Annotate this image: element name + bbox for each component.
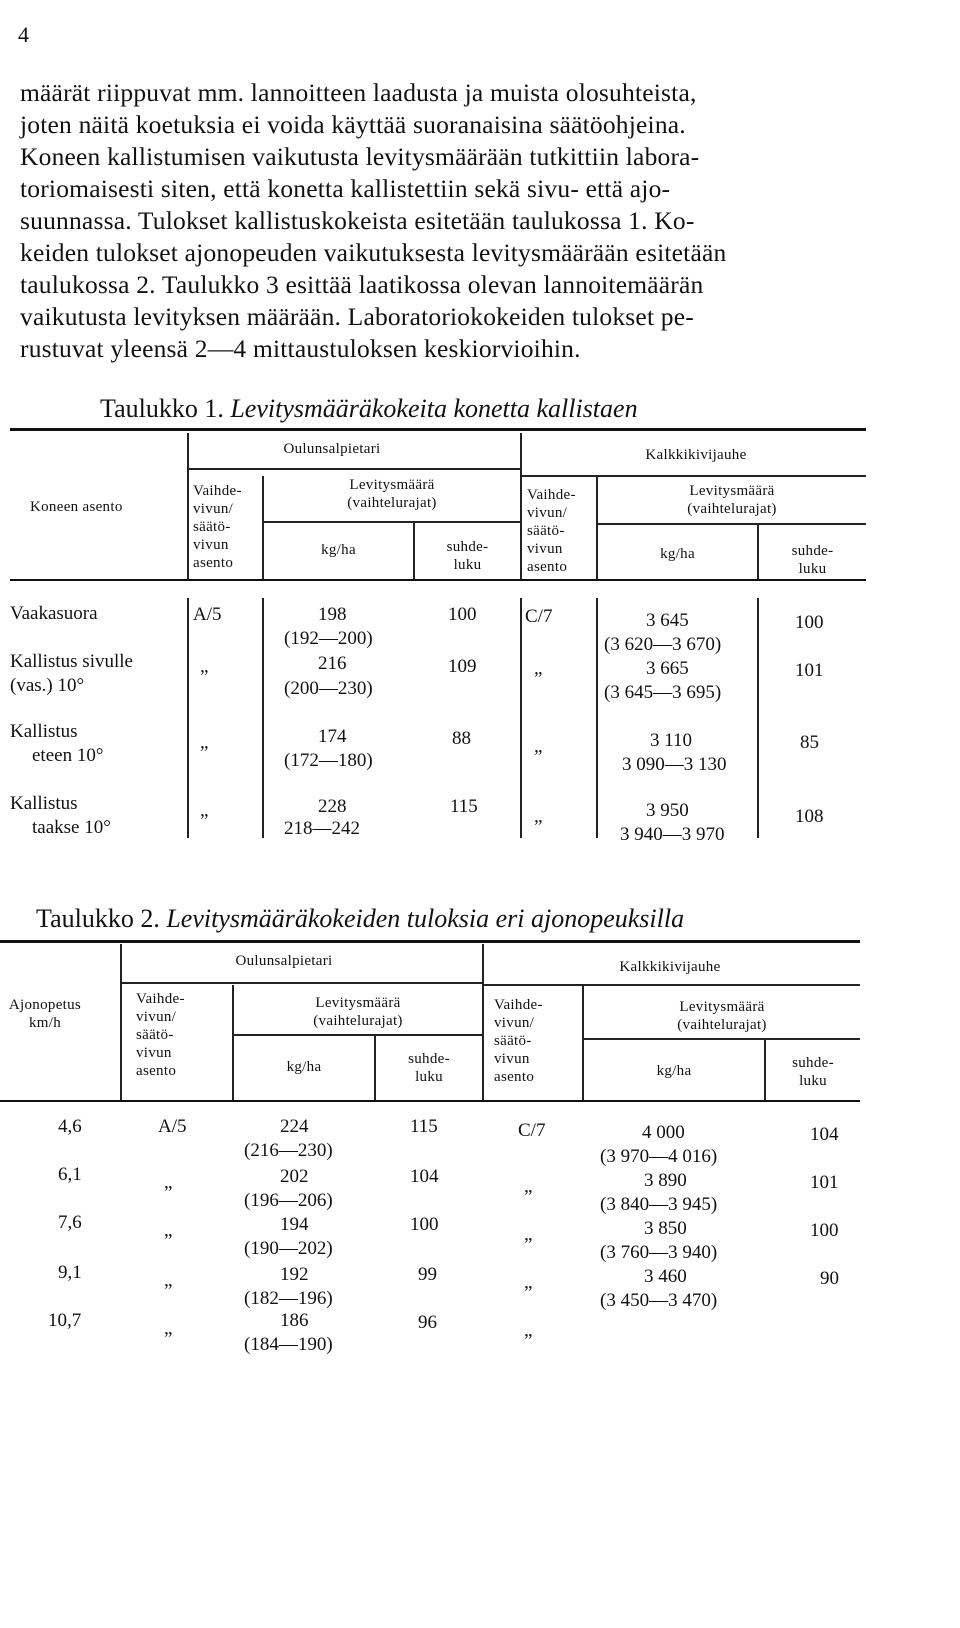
- table2-range1: (216—230): [244, 1140, 333, 1161]
- table1-group2: Kalkkikivijauhe: [645, 447, 747, 463]
- table2-group2: Kalkkikivijauhe: [619, 959, 721, 975]
- table2-range2: (3 450—3 470): [600, 1290, 718, 1311]
- table2-lever1: „: [164, 1220, 173, 1241]
- table1-range2: 3 940—3 970: [620, 824, 725, 845]
- table1-col-kgha1: kg/ha: [321, 542, 356, 558]
- table1-label: Taulukko 1.: [100, 394, 224, 423]
- table2-range2: (3 970—4 016): [600, 1146, 718, 1167]
- table2-lever2: „: [524, 1320, 533, 1341]
- table1-range2: 3 090—3 130: [622, 754, 727, 775]
- table2-ratio1: 99: [418, 1264, 437, 1285]
- table1-top-rule: [10, 428, 866, 431]
- table1-ratio2: 101: [795, 660, 824, 681]
- table1-range1: (200—230): [284, 678, 373, 699]
- table1-ratio1: 109: [448, 656, 477, 677]
- table1-lever2: C/7: [525, 606, 553, 627]
- table2-group1: Oulunsalpietari: [235, 953, 333, 969]
- table2-range1: (184—190): [244, 1334, 333, 1355]
- table1-col-ratio2: suhde- luku: [791, 543, 834, 577]
- table1-row-label: Kallistus taakse 10°: [10, 793, 111, 838]
- table1-lever1: „: [200, 800, 209, 821]
- table2-lever2: „: [524, 1272, 533, 1293]
- table2-speed: 10,7: [48, 1310, 82, 1331]
- paragraph-line: joten näitä koetuksia ei voida käyttää suoranaisina säätöohjeina.: [20, 110, 686, 139]
- table2-range1: (182—196): [244, 1288, 333, 1309]
- table1-ratio2: 108: [795, 806, 824, 827]
- table1-ratio2: 100: [795, 612, 824, 633]
- table2-lever1: A/5: [158, 1116, 187, 1137]
- table2-speed: 7,6: [58, 1212, 82, 1233]
- table2-kg1: 192: [280, 1264, 309, 1285]
- table1-col-amount1: Levitysmäärä (vaihtelurajat): [347, 477, 437, 511]
- table2-kg2: 4 000: [642, 1122, 685, 1143]
- table1-header-rule: [10, 579, 866, 581]
- table2-title: Levitysmääräkokeiden tuloksia eri ajonopeuksilla: [166, 904, 685, 933]
- table1-kg1: 216: [318, 653, 347, 674]
- table1-lever1: „: [200, 732, 209, 753]
- table2-speed: 4,6: [58, 1116, 82, 1137]
- table1-row-label: Kallistus sivulle (vas.) 10°: [10, 651, 133, 696]
- table1-title: Levitysmääräkokeita konetta kallistaen: [230, 394, 638, 423]
- table1-row-label: Kallistus eteen 10°: [10, 721, 104, 766]
- table2-lever1: „: [164, 1318, 173, 1339]
- table1-col-ratio1: suhde- luku: [446, 539, 489, 573]
- table2-lever2: C/7: [518, 1120, 546, 1141]
- table2-lever2: „: [524, 1176, 533, 1197]
- table1-kg1: 174: [318, 726, 347, 747]
- table1-kg2: 3 110: [650, 730, 693, 751]
- paragraph-line: suunnassa. Tulokset kallistuskokeista esitetään taulukossa 1. Ko-: [20, 206, 695, 235]
- table1-range2: (3 620—3 670): [604, 634, 722, 655]
- table2-header-rule: [0, 1100, 860, 1102]
- page-number: 4: [18, 22, 29, 47]
- table2-col-kgha1: kg/ha: [286, 1059, 322, 1075]
- table2-kg2: 3 890: [644, 1170, 687, 1191]
- table1-range1: (192—200): [284, 628, 373, 649]
- paragraph-line: keiden tulokset ajonopeuden vaikutuksesta levitysmäärään esitetään: [20, 238, 727, 267]
- table2-col-lever1: Vaihde- vivun/ säätö- vivun asento: [136, 991, 185, 1079]
- table1-ratio2: 85: [800, 732, 819, 753]
- table2-col-kgha2: kg/ha: [656, 1063, 692, 1079]
- paragraph-line: Koneen kallistumisen vaikutusta levitysmäärään tutkittiin labora-: [20, 142, 700, 171]
- table1-col-position: Koneen asento: [30, 499, 123, 515]
- table1-col-amount2: Levitysmäärä (vaihtelurajat): [687, 483, 777, 517]
- table2-range2: (3 840—3 945): [600, 1194, 718, 1215]
- table1-col-kgha2: kg/ha: [660, 546, 695, 562]
- table2-ratio2: 101: [810, 1172, 839, 1193]
- table2-caption: [36, 904, 684, 934]
- table1-kg1: 228: [318, 796, 347, 817]
- table2-ratio2: 90: [820, 1268, 839, 1289]
- table2-kg1: 224: [280, 1116, 309, 1137]
- table1-lever1: „: [200, 656, 209, 677]
- table1-lever2: „: [534, 806, 543, 827]
- table2-top-rule: [0, 940, 860, 943]
- table1-kg2: 3 950: [646, 800, 689, 821]
- table2-lever1: „: [164, 1270, 173, 1291]
- table1-lever2: „: [534, 658, 543, 679]
- table1-col-lever2: Vaihde- vivun/ säätö- vivun asento: [527, 487, 576, 575]
- table2-col-amount2: Levitysmäärä (vaihtelurajat): [677, 999, 767, 1033]
- table1-ratio1: 88: [452, 728, 471, 749]
- table1-row-label: Vaakasuora: [10, 603, 98, 624]
- paragraph-line: taulukossa 2. Taulukko 3 esittää laatikossa olevan lannoitemäärän: [20, 270, 704, 299]
- table1-range1: (172—180): [284, 750, 373, 771]
- table2-col-ratio2: suhde- luku: [792, 1055, 834, 1089]
- table2-ratio1: 104: [410, 1166, 439, 1187]
- paragraph-line: rustuvat yleensä 2—4 mittaustuloksen keskiorvioihin.: [20, 334, 581, 363]
- table1-range2: (3 645—3 695): [604, 682, 722, 703]
- table1-ratio1: 115: [450, 796, 478, 817]
- table2-ratio1: 100: [410, 1214, 439, 1235]
- table2-range1: (196—206): [244, 1190, 333, 1211]
- table2-col-speed: Ajonopetus km/h: [8, 997, 82, 1031]
- table1-lever2: „: [534, 736, 543, 757]
- table2-kg1: 202: [280, 1166, 309, 1187]
- table2-lever2: „: [524, 1224, 533, 1245]
- table2-label: Taulukko 2.: [36, 904, 160, 933]
- paragraph-line: toriomaisesti siten, että konetta kallistettiin sekä sivu- että ajo-: [20, 174, 671, 203]
- table2-speed: 9,1: [58, 1262, 82, 1283]
- table2-kg1: 194: [280, 1214, 309, 1235]
- table1-kg2: 3 665: [646, 658, 689, 679]
- table2-col-ratio1: suhde- luku: [408, 1051, 450, 1085]
- table2-ratio2: 104: [810, 1124, 839, 1145]
- table1-col-lever1: Vaihde- vivun/ säätö- vivun asento: [193, 483, 242, 571]
- table1-kg2: 3 645: [646, 610, 689, 631]
- table2-speed: 6,1: [58, 1164, 82, 1185]
- table2-col-amount1: Levitysmäärä (vaihtelurajat): [313, 995, 403, 1029]
- table2-lever1: „: [164, 1172, 173, 1193]
- table1-range1: 218—242: [284, 818, 360, 839]
- table2-kg2: 3 850: [644, 1218, 687, 1239]
- table1-lever1: A/5: [193, 604, 222, 625]
- table2-range2: (3 760—3 940): [600, 1242, 718, 1263]
- paragraph-line: määrät riippuvat mm. lannoitteen laadusta ja muista olosuhteista,: [20, 78, 697, 107]
- table2-col-lever2: Vaihde- vivun/ säätö- vivun asento: [494, 997, 543, 1085]
- table2-ratio1: 96: [418, 1312, 437, 1333]
- table1-caption: [100, 394, 638, 424]
- table2-kg2: 3 460: [644, 1266, 687, 1287]
- table1-kg1: 198: [318, 604, 347, 625]
- table1-group1: Oulunsalpietari: [283, 441, 381, 457]
- table2-kg1: 186: [280, 1310, 309, 1331]
- table1-ratio1: 100: [448, 604, 477, 625]
- table2-range1: (190—202): [244, 1238, 333, 1259]
- paragraph-line: vaikutusta levityksen määrään. Laboratoriokokeiden tulokset pe-: [20, 302, 694, 331]
- table2-ratio1: 115: [410, 1116, 438, 1137]
- table2-ratio2: 100: [810, 1220, 839, 1241]
